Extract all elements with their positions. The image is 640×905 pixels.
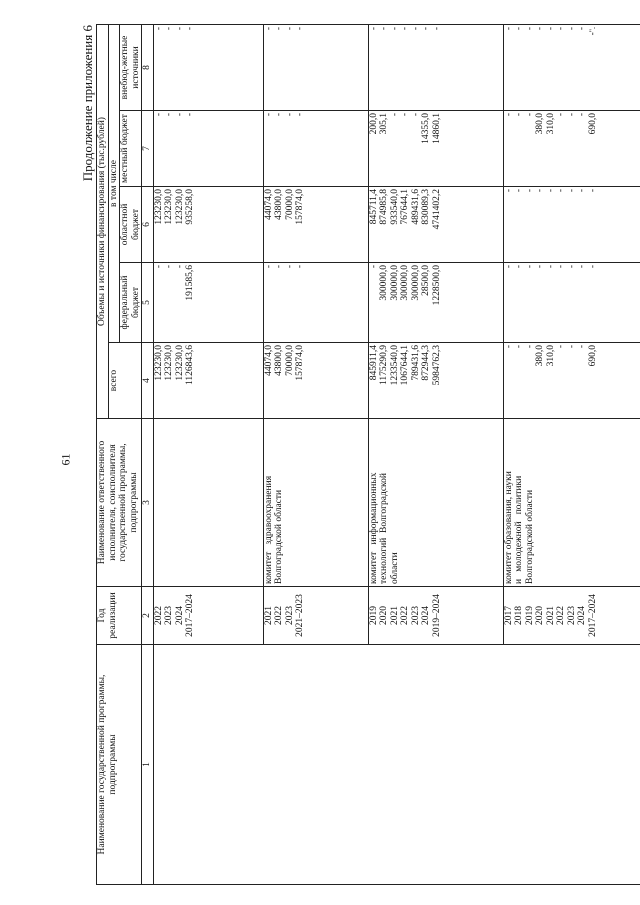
years-cell: 2019 2020 2021 2022 2023 2024 2019–2024 bbox=[368, 587, 503, 645]
extrabudget-cell: - - - - bbox=[263, 24, 368, 110]
table-row bbox=[153, 24, 263, 884]
page-number: 61 bbox=[58, 453, 73, 466]
extrabudget-cell bbox=[503, 24, 640, 110]
col-number: 1 bbox=[142, 645, 154, 885]
local-cell: - - - - bbox=[153, 111, 263, 187]
regional-cell: 44074,0 43800,0 70000,0 157874,0 bbox=[263, 187, 368, 263]
years-cell: 2021 2022 2023 2021–2023 bbox=[263, 587, 368, 645]
header-year: Год реализации bbox=[97, 587, 142, 645]
regional-cell: 123230,0 123230,0 123230,0 935258,0 bbox=[153, 187, 263, 263]
executor-cell bbox=[153, 419, 263, 587]
extrabudget-cell: - - - - - - - bbox=[368, 24, 503, 110]
col-number: 4 bbox=[142, 343, 154, 419]
executor-cell: комитет здравоохранения Волгоградской области bbox=[263, 419, 368, 587]
col-number: 7 bbox=[142, 111, 154, 187]
closing-quote-mark: ". bbox=[587, 26, 597, 33]
header-local: местный бюджет bbox=[120, 111, 142, 187]
executor-cell: комитет образования, науки и молодежной политики Волгоградской области bbox=[503, 419, 640, 587]
local-cell: - - - - bbox=[263, 111, 368, 187]
total-cell: 845911,4 1175290,9 1233540,0 1067644,1 789431,6 872944,3 5984762,3 bbox=[368, 343, 503, 419]
federal-cell: - - - - - - - - - bbox=[503, 263, 640, 343]
federal-cell: - - - - bbox=[263, 263, 368, 343]
col-number: 5 bbox=[142, 263, 154, 343]
header-program: Наименование государственной программы, подпрограммы bbox=[97, 645, 142, 885]
local-cell: - - - 380,0 310,0 - - - 690,0 bbox=[503, 111, 640, 187]
header-including: в том числе bbox=[108, 24, 120, 342]
federal-cell: - 300000,0 300000,0 300000,0 300000,0 28500,0 1228500,0 bbox=[368, 263, 503, 343]
total-cell: - - - 380,0 310,0 - - - 690,0 bbox=[503, 343, 640, 419]
header-extrabudget: внебюд-жетные источники bbox=[120, 24, 142, 110]
header-total: всего bbox=[108, 343, 142, 419]
total-cell: 123230,0 123230,0 123230,0 1126843,6 bbox=[153, 343, 263, 419]
appendix-caption: Продолжение приложения 6 bbox=[80, 25, 95, 182]
federal-cell: - - - 191585,6 bbox=[153, 263, 263, 343]
header-regional: областной бюджет bbox=[120, 187, 142, 263]
years-cell: 2017 2018 2019 2020 2021 2022 2023 2024 2017–2024 bbox=[503, 587, 640, 645]
header-federal: федеральный бюджет bbox=[120, 263, 142, 343]
local-cell: 200,0 305,1 - - - 14355,0 14860,1 bbox=[368, 111, 503, 187]
col-number: 2 bbox=[142, 587, 154, 645]
col-number: 6 bbox=[142, 187, 154, 263]
financing-table bbox=[96, 24, 640, 885]
total-cell: 44074,0 43800,0 70000,0 157874,0 bbox=[263, 343, 368, 419]
header-executor: Наименование ответственного исполнителя, соисполнителя государственной программы, подпрограммы bbox=[97, 419, 142, 587]
regional-cell: - - - - - - - - - bbox=[503, 187, 640, 263]
header-volumes: Объемы и источники финансирования (тыс.рублей) bbox=[97, 24, 109, 418]
rotated-page bbox=[80, 25, 640, 885]
col-number: 8 bbox=[142, 24, 154, 110]
regional-cell: 845711,4 874985,8 933540,0 767644,1 489431,6 830089,3 4741402,2 bbox=[368, 187, 503, 263]
executor-cell: комитет информационных технологий Волгоградской области bbox=[368, 419, 503, 587]
years-cell: 2022 2023 2024 2017–2024 bbox=[153, 587, 263, 645]
extrabudget-cell: - - - - bbox=[153, 24, 263, 110]
program-name-cell bbox=[153, 645, 640, 885]
extrabudget-values: - - - - - - - - - bbox=[503, 26, 598, 36]
col-number: 3 bbox=[142, 419, 154, 587]
